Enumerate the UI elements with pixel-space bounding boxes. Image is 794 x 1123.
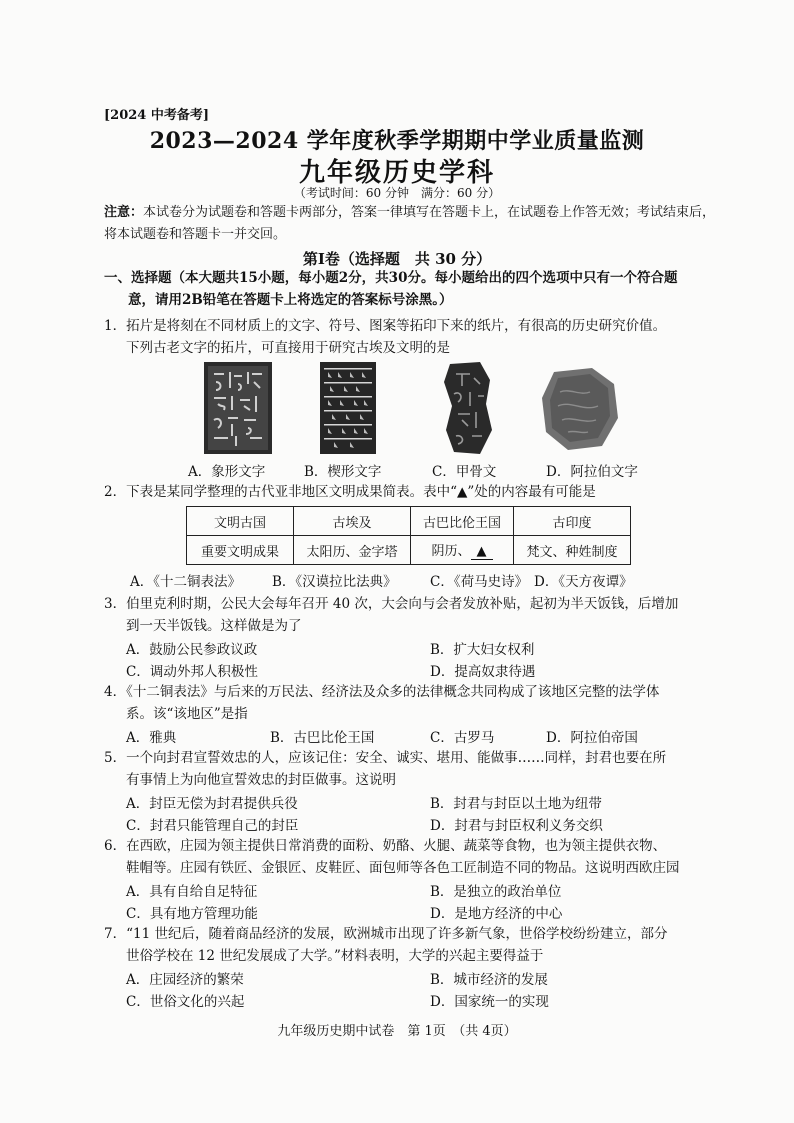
q4-stem-line2: 系。该“该地区”是指 [126, 706, 248, 722]
exam-tag: [2024 中考备考] [104, 108, 210, 123]
table-cell-text: 阴历、 [431, 544, 471, 559]
q2-option-d[interactable]: D．《天方夜谭》 [534, 574, 633, 590]
q1-option-b[interactable]: B．楔形文字 [304, 464, 382, 480]
q5-option-b[interactable]: B．封君与封臣以土地为纽带 [430, 796, 602, 812]
q5-option-c[interactable]: C．封君只能管理自己的封臣 [126, 818, 299, 834]
exam-info: （考试时间：60 分钟 满分：60 分） [293, 186, 501, 200]
q2-option-a[interactable]: A．《十二铜表法》 [130, 574, 241, 590]
q4-option-c[interactable]: C．古罗马 [430, 730, 495, 746]
q4-option-d[interactable]: D．阿拉伯帝国 [546, 730, 638, 746]
q5-stem-line1: 5．一个向封君宣誓效忠的人，应该记住：安全、诚实、堪用、能做事……同样，封君也要在所 [104, 750, 667, 766]
q6-option-c[interactable]: C．具有地方管理功能 [126, 906, 258, 922]
q7-stem-line2: 世俗学校在 12 世纪发展成了大学。”材料表明，大学的兴起主要得益于 [126, 948, 544, 964]
q7-stem-line1: 7．“11 世纪后，随着商品经济的发展，欧洲城市出现了许多新气象，世俗学校纷纷建立，部分 [104, 926, 668, 942]
table-cell [411, 536, 514, 565]
q4-stem-line1: 4．《十二铜表法》与后来的万民法、经济法及众多的法律概念共同构成了该地区完整的法学体 [104, 684, 660, 700]
q7-option-c[interactable]: C．世俗文化的兴起 [126, 994, 245, 1010]
table-cell: 古印度 [514, 507, 631, 536]
notice-label: 注意： [104, 205, 144, 220]
q4-option-a[interactable]: A．雅典 [126, 730, 177, 746]
q2-stem: 2．下表是某同学整理的古代亚非地区文明成果简表。表中“▲”处的内容最有可能是 [104, 484, 596, 500]
rubbing-image-oracle-bone [440, 360, 496, 456]
q3-option-b[interactable]: B．扩大妇女权利 [430, 642, 535, 658]
q1-option-d[interactable]: D．阿拉伯文字 [546, 464, 638, 480]
q7-option-b[interactable]: B．城市经济的发展 [430, 972, 548, 988]
table-cell: 重要文明成果 [187, 536, 294, 565]
table-row [187, 507, 631, 536]
q3-option-a[interactable]: A．鼓励公民参政议政 [126, 642, 258, 658]
triangle-marker: ▲ [471, 544, 493, 560]
section-instruction-line1: 一、选择题（本大题共15小题，每小题2分，共30分。每小题给出的四个选项中只有一个符合题 [104, 270, 678, 286]
q7-option-d[interactable]: D．国家统一的实现 [430, 994, 549, 1010]
q3-option-d[interactable]: D．提高奴隶待遇 [430, 664, 536, 680]
q1-stem-line2: 下列古老文字的拓片，可直接用于研究古埃及文明的是 [126, 340, 450, 356]
rubbing-image-cuneiform [320, 362, 376, 454]
q3-option-c[interactable]: C．调动外邦人积极性 [126, 664, 258, 680]
q3-stem-line1: 3．伯里克利时期，公民大会每年召开 40 次，大会向与会者发放补贴，起初为半天饭钱，后增加 [104, 596, 679, 612]
table-row [187, 536, 631, 565]
civilization-table [186, 506, 631, 565]
notice-text: 本试卷分为试题卷和答题卡两部分，答案一律填写在答题卡上，在试题卷上作答无效；考试结束后，将本试题卷和答题卡一并交回。 [104, 205, 716, 242]
table-cell: 梵文、种姓制度 [514, 536, 631, 565]
q6-stem-line2: 鞋帽等。庄园有铁匠、金银匠、皮鞋匠、面包师等各色工匠制造不同的物品。这说明西欧庄园 [126, 860, 680, 876]
q1-option-c[interactable]: C．甲骨文 [432, 464, 497, 480]
section-heading: 第Ⅰ卷（选择题 共 30 分） [302, 250, 492, 268]
q6-option-b[interactable]: B．是独立的政治单位 [430, 884, 562, 900]
q2-option-b[interactable]: B．《汉谟拉比法典》 [272, 574, 397, 590]
q6-option-a[interactable]: A．具有自给自足特征 [126, 884, 258, 900]
table-cell: 文明古国 [187, 507, 294, 536]
q6-option-d[interactable]: D．是地方经济的中心 [430, 906, 563, 922]
q2-option-c[interactable]: C．《荷马史诗》 [430, 574, 529, 590]
q1-stem-line1: 1．拓片是将刻在不同材质上的文字、符号、图案等拓印下来的纸片，有很高的历史研究价值。 [104, 318, 667, 334]
q4-option-b[interactable]: B．古巴比伦王国 [270, 730, 375, 746]
q5-option-a[interactable]: A．封臣无偿为封君提供兵役 [126, 796, 298, 812]
table-cell: 太阳历、金字塔 [294, 536, 411, 565]
q1-option-a[interactable]: A．象形文字 [188, 464, 266, 480]
q6-stem-line1: 6．在西欧，庄园为领主提供日常消费的面粉、奶酪、火腿、蔬菜等食物，也为领主提供衣物、 [104, 838, 667, 854]
section-instruction-line2: 意，请用2B铅笔在答题卡上将选定的答案标号涂黑。） [128, 292, 453, 308]
rubbing-image-arabic [540, 366, 620, 452]
exam-title: 2023—2024 学年度秋季学期期中学业质量监测 [149, 128, 645, 154]
table-cell: 古巴比伦王国 [411, 507, 514, 536]
exam-subject-title: 九年级历史学科 [298, 158, 495, 188]
table-cell: 古埃及 [294, 507, 411, 536]
q3-stem-line2: 到一天半饭钱。这样做是为了 [126, 618, 302, 634]
rubbing-image-hieroglyph [204, 362, 272, 454]
exam-notice [104, 202, 724, 246]
q5-stem-line2: 有事情上为向他宣誓效忠的封臣做事。这说明 [126, 772, 396, 788]
page-footer: 九年级历史期中试卷 第 1页 （共 4页） [277, 1024, 517, 1039]
q5-option-d[interactable]: D．封君与封臣权利义务交织 [430, 818, 603, 834]
q7-option-a[interactable]: A．庄园经济的繁荣 [126, 972, 244, 988]
